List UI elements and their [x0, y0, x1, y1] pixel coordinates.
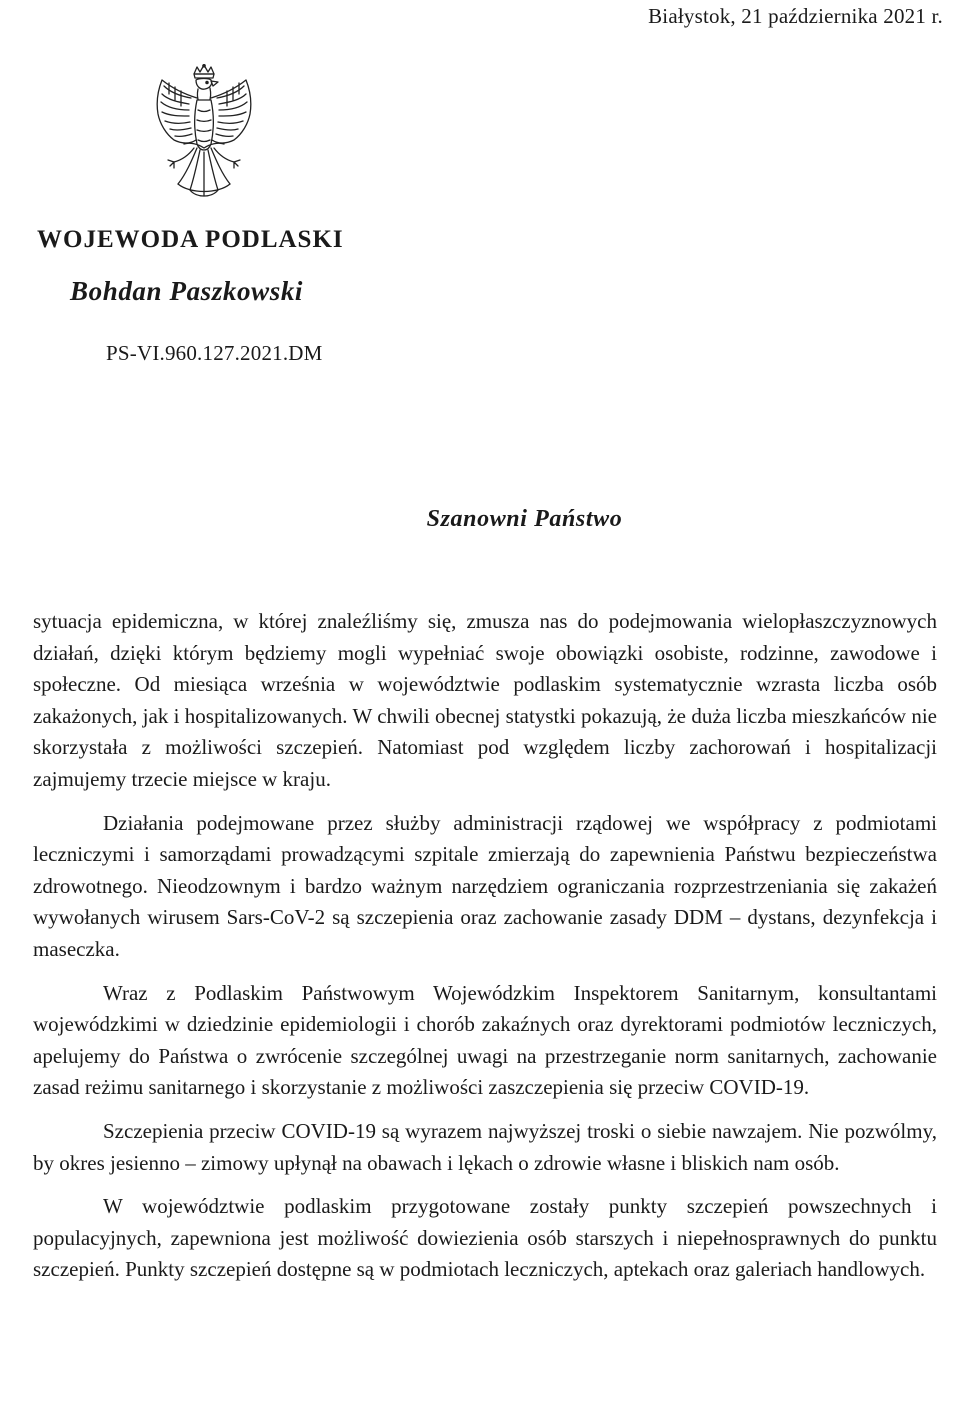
body-paragraph: W województwie podlaskim przygotowane zostały punkty szczepień powszechnych i populacyjnych, zapewniona jest możliwość dowiezienia osób starszych i niepełnosprawnych do punktu szczepień. Punkty szczepień dostępne są w podmiotach leczniczych, aptekach oraz galeriach handlowych. [33, 1194, 937, 1282]
letter-body [33, 606, 937, 1298]
salutation: Szanowni Państwo [426, 506, 623, 532]
body-paragraph: Wraz z Podlaskim Państwowym Wojewódzkim Inspektorem Sanitarnym, konsultantami wojewódzkimi w dziedzinie epidemiologii i chorób zakaźnych oraz dyrektorami podmiotów leczniczych, apelujemy do Państwa o zwrócenie szczególnej uwagi na przestrzeganie norm sanitarnych, zachowanie zasad reżimu sanitarnego i skorzystanie z możliwości zaszczepienia się przeciw COVID-19. [33, 980, 937, 1100]
body-paragraph: Działania podejmowane przez służby administracji rządowej we współpracy z podmiotami leczniczymi i samorządami prowadzącymi szpitale zmierzają do zapewnienia Państwu bezpieczeństwa zdrowotnego. Nieodzownym i bardzo ważnym narzędziem ograniczania rozprzestrzeniania się zakażeń wywołanych wirusem Sars-CoV-2 są szczepienia oraz zachowanie zasady DDM – dystans, dezynfekcja i maseczka. [33, 810, 937, 961]
body-paragraph: sytuacja epidemiczna, w której znaleźliśmy się, zmusza nas do podejmowania wielopłaszczyznowych działań, dzięki którym będziemy mogli wypełniać swoje obowiązki osobiste, rodzinne, zawodowe i społeczne. Od miesiąca września w województwie podlaskim systematycznie wzrasta liczba osób zakażonych, jak i hospitalizowanych. W chwili obecnej statystki pokazują, że duża liczba mieszkańców nie skorzystała z możliwości szczepień. Natomiast pod względem liczby zachorowań i hospitalizacji zajmujemy trzecie miejsce w kraju. [33, 609, 937, 791]
letter-date: Białystok, 21 października 2021 r. [648, 4, 943, 28]
sender-name: Bohdan Paszkowski [70, 276, 304, 306]
body-paragraph: Szczepienia przeciw COVID-19 są wyrazem najwyższej troski o siebie nawzajem. Nie pozwólmy, by okres jesienno – zimowy upłynął na obawach i lękach o zdrowie własne i bliskich nam osób. [33, 1118, 937, 1175]
polish-eagle-emblem-icon [134, 64, 274, 209]
reference-number: PS-VI.960.127.2021.DM [106, 341, 323, 365]
office-title: WOJEWODA PODLASKI [37, 226, 344, 253]
